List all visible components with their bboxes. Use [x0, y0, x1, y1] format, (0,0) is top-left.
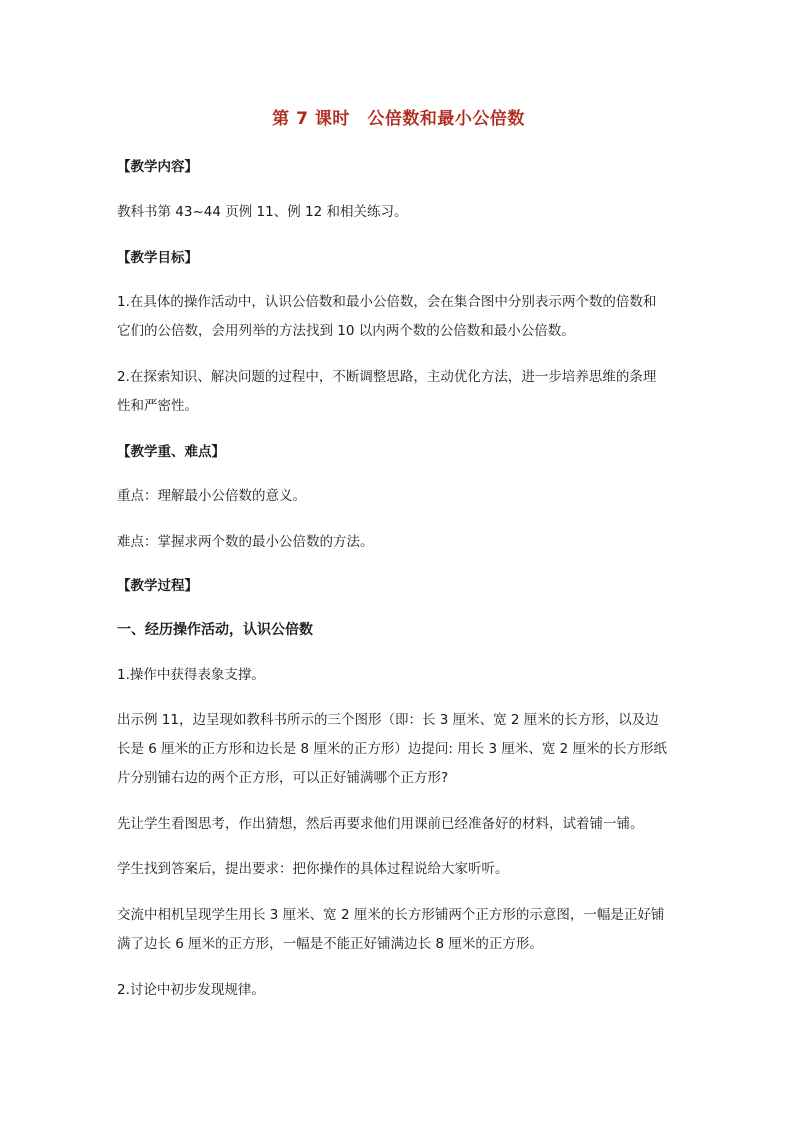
- goal2-line2: 性和严密性。: [117, 398, 198, 414]
- page-title: 第 7 课时 公倍数和最小公倍数: [272, 109, 525, 129]
- goal1-line2: 它们的公倍数，会用列举的方法找到 10 以内两个数的公倍数和最小公倍数。: [117, 323, 575, 339]
- section1-title: 一、经历操作活动，认识公倍数: [117, 622, 313, 638]
- para3: 学生找到答案后，提出要求：把你操作的具体过程说给大家听听。: [117, 861, 509, 877]
- difficult-point: 难点：掌握求两个数的最小公倍数的方法。: [117, 534, 374, 550]
- step1: 1.操作中获得表象支撑。: [117, 667, 265, 683]
- goal1-line1: 1.在具体的操作活动中，认识公倍数和最小公倍数，会在集合图中分别表示两个数的倍数和: [117, 294, 657, 310]
- goal2-line1: 2.在探索知识、解决问题的过程中，不断调整思路，主动优化方法，进一步培养思维的条理: [117, 369, 657, 385]
- para1-line2: 长是 6 厘米的正方形和边长是 8 厘米的正方形）边提问: 用长 3 厘米、宽 2 厘米的长方形纸: [117, 741, 668, 757]
- content-text: 教科书第 43~44 页例 11、例 12 和相关练习。: [117, 204, 408, 220]
- content-heading: 【教学内容】: [117, 159, 198, 175]
- para1-line1: 出示例 11，边呈现如教科书所示的三个图形（即：长 3 厘米、宽 2 厘米的长方形，以及边: [117, 712, 659, 728]
- para1-line3: 片分别铺右边的两个正方形，可以正好铺满哪个正方形?: [117, 770, 449, 786]
- step2: 2.讨论中初步发现规律。: [117, 982, 265, 998]
- para4-line1: 交流中相机呈现学生用长 3 厘米、宽 2 厘米的长方形铺两个正方形的示意图，一幅是正好铺: [117, 907, 665, 923]
- key-heading: 【教学重、难点】: [117, 444, 225, 460]
- document-page: [117, 0, 680, 1123]
- process-heading: 【教学过程】: [117, 578, 198, 594]
- key-point: 重点：理解最小公倍数的意义。: [117, 488, 306, 504]
- para2: 先让学生看图思考，作出猜想，然后再要求他们用课前已经准备好的材料，试着铺一铺。: [117, 816, 644, 832]
- para4-line2: 满了边长 6 厘米的正方形，一幅是不能正好铺满边长 8 厘米的正方形。: [117, 936, 543, 952]
- goals-heading: 【教学目标】: [117, 250, 198, 266]
